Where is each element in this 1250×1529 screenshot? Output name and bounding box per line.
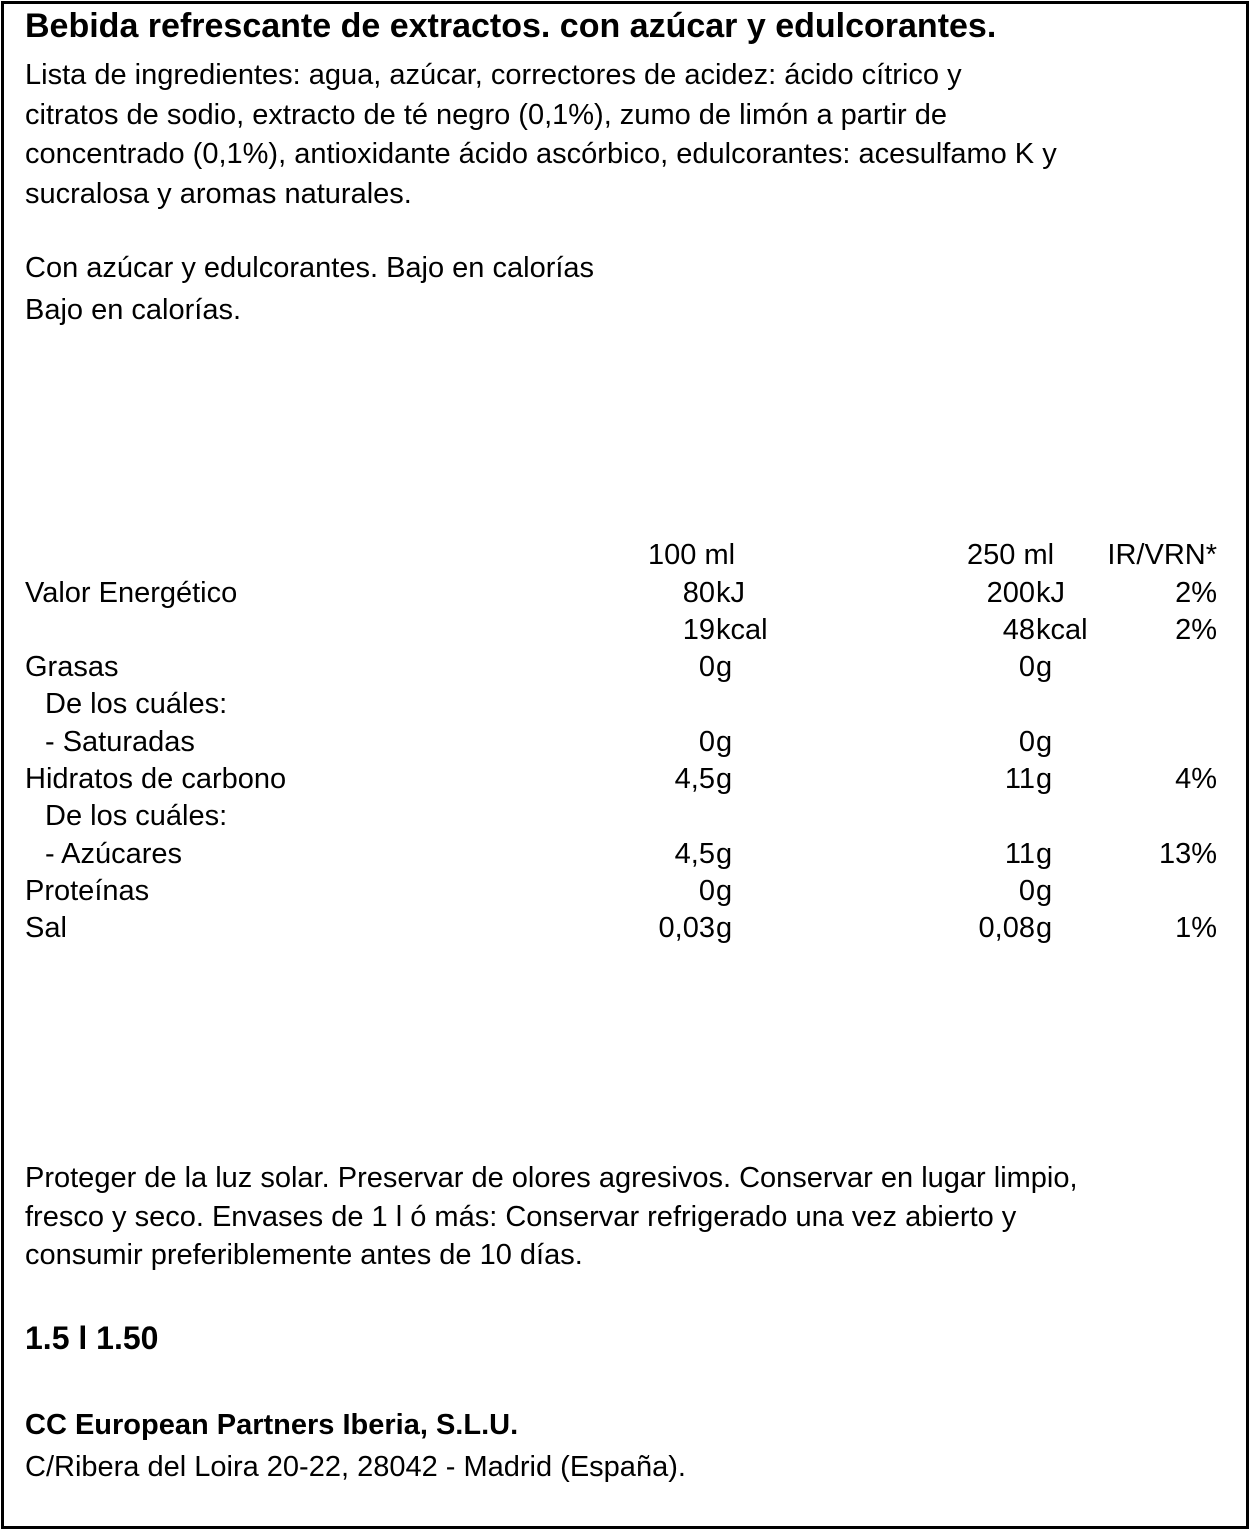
header-per-100ml: 100 ml <box>648 539 736 571</box>
value-per-250ml: 11 <box>1004 838 1035 870</box>
value-per-100ml: 0 <box>698 875 715 907</box>
ir-vrn-percent: 4% <box>1175 763 1217 795</box>
value-per-250ml: 0,08 <box>978 912 1035 944</box>
nutrient-label: Hidratos de carbono <box>25 763 287 795</box>
nutrient-label: Sal <box>25 912 67 944</box>
unit-per-250ml: kJ <box>1036 577 1065 609</box>
product-title: Bebida refrescante de extractos. con azúcar y edulcorantes. <box>25 7 997 45</box>
value-per-250ml: 48 <box>1002 614 1035 646</box>
header-per-250ml: 250 ml <box>967 539 1055 571</box>
unit-per-100ml: kJ <box>716 577 745 609</box>
unit-per-100ml: g <box>716 763 733 795</box>
value-per-250ml: 200 <box>986 577 1035 609</box>
unit-per-250ml: g <box>1036 651 1053 683</box>
value-per-100ml: 80 <box>682 577 715 609</box>
unit-per-250ml: g <box>1036 912 1053 944</box>
ir-vrn-percent: 13% <box>1158 838 1217 870</box>
company-name: CC European Partners Iberia, S.L.U. <box>25 1409 519 1441</box>
unit-per-100ml: g <box>716 912 733 944</box>
header-ir-vrn: IR/VRN* <box>1107 539 1217 571</box>
claim-sugar-sweeteners: Con azúcar y edulcorantes. Bajo en calorías <box>25 252 595 284</box>
value-per-100ml: 0,03 <box>658 912 715 944</box>
value-per-250ml: 0 <box>1018 875 1035 907</box>
nutrient-label: Valor Energético <box>25 577 238 609</box>
nutrient-label: Grasas <box>25 651 119 683</box>
unit-per-100ml: kcal <box>716 614 768 646</box>
value-per-250ml: 0 <box>1018 726 1035 758</box>
value-per-250ml: 11 <box>1004 763 1035 795</box>
value-per-100ml: 0 <box>698 651 715 683</box>
ir-vrn-percent: 2% <box>1175 577 1217 609</box>
value-per-250ml: 0 <box>1018 651 1035 683</box>
value-per-100ml: 19 <box>682 614 715 646</box>
unit-per-250ml: kcal <box>1036 614 1088 646</box>
company-address: C/Ribera del Loira 20-22, 28042 - Madrid (España). <box>25 1451 686 1483</box>
unit-per-250ml: g <box>1036 838 1053 870</box>
nutrient-label: - Azúcares <box>45 838 182 870</box>
unit-per-250ml: g <box>1036 875 1053 907</box>
value-per-100ml: 4,5 <box>674 763 715 795</box>
nutrient-label: Proteínas <box>25 875 150 907</box>
nutrient-label: - Saturadas <box>45 726 195 758</box>
nutrient-label: De los cuáles: <box>45 688 228 720</box>
unit-per-100ml: g <box>716 726 733 758</box>
unit-per-100ml: g <box>716 875 733 907</box>
storage-instructions: Proteger de la luz solar. Preservar de olores agresivos. Conservar en lugar limpio, fresco y seco. Envases de 1 l ó más: Conservar refrigerado una vez abierto y consumir preferiblemente antes de 10 días. <box>25 1162 1078 1271</box>
ir-vrn-percent: 1% <box>1175 912 1217 944</box>
volume: 1.5 l 1.50 <box>25 1320 159 1356</box>
unit-per-100ml: g <box>716 651 733 683</box>
unit-per-250ml: g <box>1036 763 1053 795</box>
unit-per-100ml: g <box>716 838 733 870</box>
nutrient-label: De los cuáles: <box>45 800 228 832</box>
ir-vrn-percent: 2% <box>1175 614 1217 646</box>
claim-low-calories: Bajo en calorías. <box>25 294 242 326</box>
ingredients-list: Lista de ingredientes: agua, azúcar, correctores de acidez: ácido cítrico y citratos de sodio, extracto de té negro (0,1%), zumo de limón a partir de concentrado (0,1%), antioxidante ácido ascórbico, edulcorantes: acesulfamo K y sucralosa y aromas naturales. <box>25 59 1057 210</box>
value-per-100ml: 4,5 <box>674 838 715 870</box>
unit-per-250ml: g <box>1036 726 1053 758</box>
value-per-100ml: 0 <box>698 726 715 758</box>
